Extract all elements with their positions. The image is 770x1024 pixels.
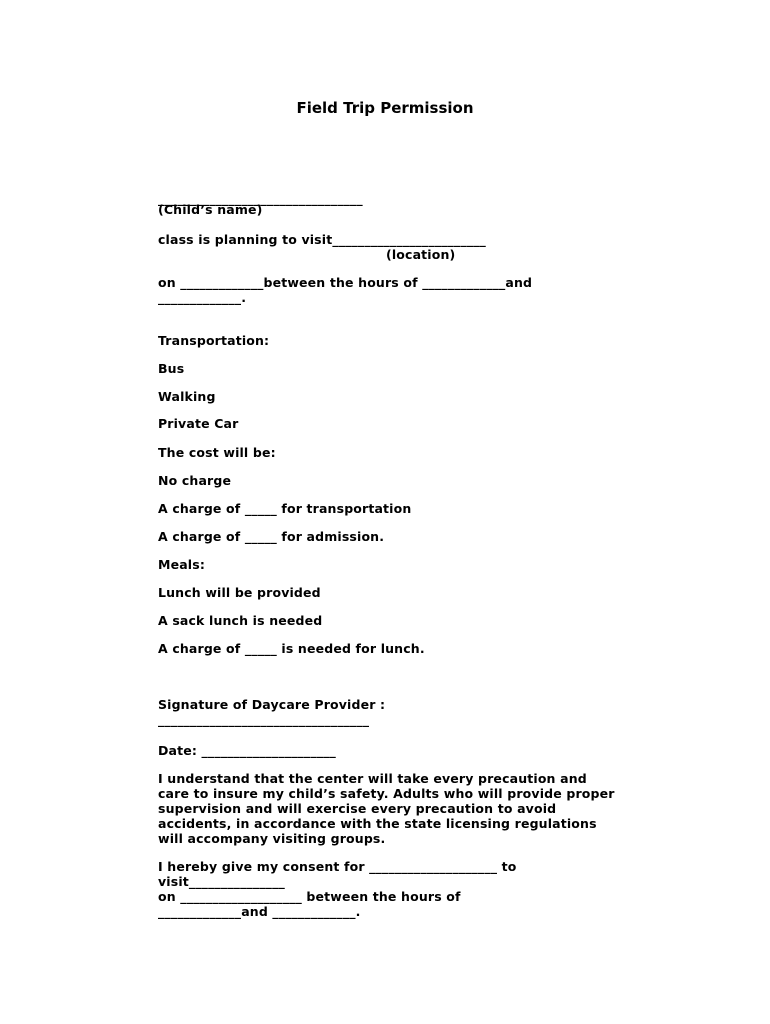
meals-option-sack-lunch: A sack lunch is needed — [158, 613, 323, 628]
child-name-blank: ________________________________ — [158, 191, 363, 206]
consent-line-1: I hereby give my consent for ____________________ to — [158, 859, 517, 874]
page-title: Field Trip Permission — [296, 99, 474, 117]
cost-heading: The cost will be: — [158, 445, 276, 460]
meals-option-lunch-charge: A charge of _____ is needed for lunch. — [158, 641, 425, 656]
location-label: (location) — [386, 247, 456, 262]
child-name-label: (Child’s name) — [158, 202, 263, 217]
signature-label: Signature of Daycare Provider : — [158, 697, 386, 712]
transport-option-walking: Walking — [158, 389, 216, 404]
transport-option-private-car: Private Car — [158, 416, 239, 431]
date-hours-line-2: _____________. — [158, 290, 247, 305]
cost-option-transportation: A charge of _____ for transportation — [158, 501, 412, 516]
signature-blank: _________________________________ — [158, 712, 370, 727]
consent-line-3: on ___________________ between the hours of — [158, 889, 461, 904]
cost-option-no-charge: No charge — [158, 473, 232, 488]
understanding-paragraph: I understand that the center will take every precaution and care to insure my child’s safety. Adults who will provide proper supervision and will exercise every precaution to avoid accidents, in accordance with the state licensing regulations will accompany visiting groups. — [158, 771, 615, 846]
consent-line-4: _____________and _____________. — [158, 904, 361, 919]
cost-option-admission: A charge of _____ for admission. — [158, 529, 385, 544]
date-line: Date: _____________________ — [158, 743, 336, 758]
meals-option-lunch-provided: Lunch will be provided — [158, 585, 321, 600]
class-visit-line: class is planning to visit________________________ — [158, 232, 486, 247]
transportation-heading: Transportation: — [158, 333, 270, 348]
transport-option-bus: Bus — [158, 361, 185, 376]
consent-line-2: visit_______________ — [158, 874, 285, 889]
date-hours-line-1: on _____________between the hours of _____________and — [158, 275, 533, 290]
meals-heading: Meals: — [158, 557, 205, 572]
